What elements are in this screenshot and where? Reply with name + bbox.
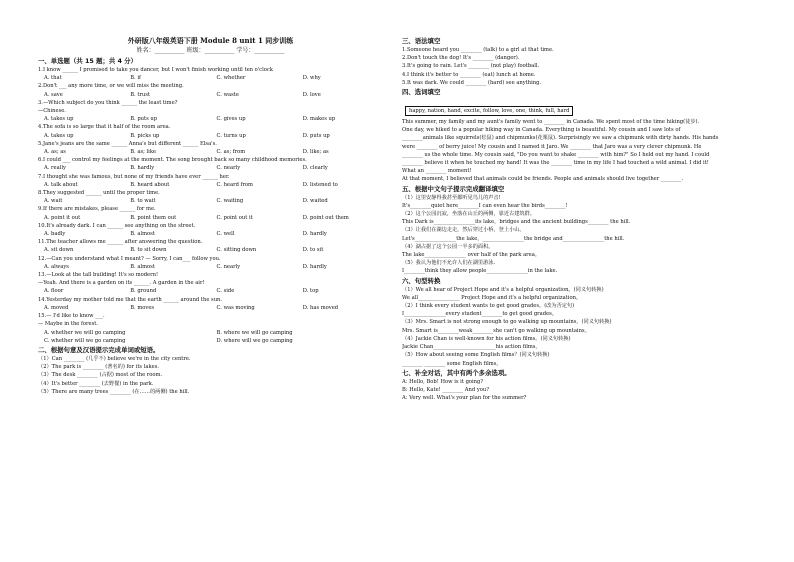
options-row [38, 304, 383, 312]
answer-option: D. why [302, 75, 321, 82]
answer-option: D. listened to [302, 181, 338, 188]
section6-line: Mrs. Smart is________weak________she can't go walking up mountains。 [402, 327, 590, 334]
answer-option: C. whether will we go camping [44, 337, 126, 344]
options-row [38, 115, 383, 123]
question-stem: 10.It's already dark. I can ______ see anything on the street. [38, 222, 196, 229]
section-2-heading: 二、根据句意及汉语提示完成单词或短语。 [38, 345, 160, 354]
section-6-heading: 六、句型转换 [402, 276, 441, 285]
section4-line: This summer, my family and my aunt's family went to ________ in Canada. We spent most of the time hiking(徒步). [402, 119, 700, 126]
answer-option: A. always [44, 263, 69, 270]
section5-line: （3）让我们在湖边走走，然后穿过小桥，登上小山。 [402, 227, 525, 234]
answer-option: A. takes up [44, 116, 74, 123]
section5-line: （1）这里安静得我甚至都听见鸟儿的声音! [402, 194, 501, 201]
section5-line: It's________quiet here________I can even hear the birds________! [402, 202, 568, 209]
question-stem: 9.If there are mistakes, please ______ for me. [38, 206, 156, 213]
answer-option: D. hardly [302, 263, 327, 270]
section5-line: I________think they allow people________________in the lake. [402, 268, 558, 275]
options-row [38, 337, 383, 345]
answer-option: A. whether we will go camping [44, 329, 126, 336]
section7-line: B: Hello, Kate! ________ And you? [402, 386, 490, 393]
answer-option: C. point out it [216, 214, 253, 221]
answer-option: C. sitting down [216, 247, 257, 254]
answer-option: B. almost [130, 231, 155, 238]
question-stem: 14.Yesterday my mother told me that the earth ______ around the sun. [38, 296, 223, 303]
section5-line: This Dark is________________its lake，bridges and the ancient buildings________ the hill. [402, 219, 631, 226]
answer-option: A. as; as [44, 149, 66, 156]
question-stem: 2.Don't ___ any more time, or we will miss the meeting. [38, 83, 184, 90]
answer-option: B. to sit down [130, 247, 167, 254]
section5-line: （4）湖占据了这个公园一半多的面积。 [402, 243, 494, 250]
section4-line: One day, we hiked to a popular hiking way in Canada. Everything is beautiful. My cousin and I saw lots of [402, 127, 681, 134]
section2-line: （4）It's better ________ (去野餐) in the park. [38, 380, 154, 387]
section3-line: 1.Someone heard you ________ (talk) to a girl at that time. [402, 47, 554, 53]
answer-option: D. where will we go camping [216, 337, 293, 344]
answer-option: A. save [44, 91, 63, 98]
answer-option: D. makes up [302, 116, 336, 123]
answer-option: C. waste [216, 91, 239, 98]
section3-line: 3.It's going to rain. Let's ________ (not play) football. [402, 63, 540, 70]
question-stem: 4.The sofa is so large that it half of the room area. [38, 124, 171, 131]
section7-line: A: Very well. What's your plan for the summer? [402, 395, 527, 402]
question-stem: 5.Jane's jeans are the same ______ Anna's but different ______ Elsa's. [38, 140, 217, 147]
answer-option: B. puts up [130, 116, 158, 123]
options-row [38, 287, 383, 295]
answer-option: A. point it out [44, 214, 81, 221]
question-stem: 7.I thought she was famous, but none of my friends have ever ______ her. [38, 173, 230, 180]
answer-option: C. side [216, 288, 235, 295]
section-1-heading: 一、单选题（共 15 题；共 4 分） [38, 57, 137, 65]
question-stem: 11.The teacher allows me ______ after answering the question. [38, 239, 203, 246]
options-row [38, 74, 383, 82]
options-row [38, 164, 383, 172]
section4-line: What an ________ moment! [402, 168, 472, 175]
section-5-lines [402, 194, 774, 276]
options-row [38, 263, 383, 271]
section4-line: At that moment, I believed that animals could be friends. People and animals should live together ________. [402, 176, 684, 183]
section2-line: （2）The park is ________ (著名的) for its lakes. [38, 364, 160, 371]
right-column [402, 36, 774, 402]
section6-line: I________________every student________to get good grades。 [402, 311, 557, 318]
answer-option: C. turns up [216, 132, 246, 139]
section-7-lines [402, 378, 774, 403]
section-3-lines [402, 46, 774, 87]
answer-option: B. if [130, 75, 141, 82]
section6-line: （2）I think every student wants to get good grades。(改为否定句) [402, 303, 575, 310]
section-6-lines [402, 286, 774, 368]
answer-option: D. puts up [302, 132, 330, 139]
section6-line: （5）How about seeing some English films？(同义句转换) [402, 352, 550, 359]
answer-option: A. takes up [44, 132, 74, 139]
options-row [38, 246, 383, 254]
answer-option: D. like; as [302, 149, 329, 156]
answer-option: D. love [302, 91, 321, 98]
page-title: 外研版八年级英语下册 Module 8 unit 1 同步训练 [127, 36, 294, 45]
answer-option: A. really [44, 165, 66, 172]
answer-option: C. well [216, 231, 235, 238]
question-stem: 12.—Can you understand what I meant? — Sorry, I can___ follow you. [38, 255, 221, 262]
question-extra-line: —Yeah. And there is a garden on its ______. A garden in the air! [38, 280, 205, 287]
left-column [38, 36, 383, 396]
options-row [38, 197, 383, 205]
answer-option: A. that [44, 75, 62, 82]
section3-line: 5.It was dark. We could ________ (hard) see anything. [402, 79, 542, 86]
answer-option: C. heard from [216, 181, 253, 188]
answer-option: A. sit down [44, 247, 74, 254]
section-2-lines [38, 355, 383, 396]
section6-line: ________ ________ some English films。 [402, 360, 502, 367]
question-stem: 6.I could ___ control my feelings at the moment. The song brought back so many childhood memories. [38, 157, 307, 164]
section2-line: （3）The desk ________ (占据) most of the room. [38, 372, 163, 379]
answer-option: C. nearly [216, 165, 241, 172]
answer-option: C. as; from [216, 149, 246, 156]
answer-option: D. top [302, 288, 319, 295]
section4-line: ________animals like squirrels(松鼠) and chipmunks(花栗鼠). Surprisingly we saw a chipmunk with dirty hands. His hands [402, 135, 719, 142]
options-row [38, 148, 383, 156]
section-1-questions [38, 66, 383, 345]
question-extra-line: —Chinese. [38, 108, 66, 115]
question-stem: 8.They suggested ______ until the proper time. [38, 190, 160, 197]
question-stem: 13.—Look at the tall building! It's so modern! [38, 272, 159, 279]
answer-option: C. nearly [216, 263, 241, 270]
answer-option: D. to sit [302, 247, 324, 254]
answer-option: B. trust [130, 91, 151, 98]
section3-line: 2.Don't touch the dog! It's ________ (danger). [402, 55, 520, 62]
answer-option: C. was moving [216, 304, 255, 311]
section-7-heading: 七、补全对话，其中有两个多余选项。 [402, 368, 511, 377]
answer-option: B. where we will go camping [216, 329, 293, 336]
options-row [38, 91, 383, 99]
section5-line: Let's________________the lake，________________the bridge and________________the hill. [402, 235, 625, 242]
answer-option: D. point out them [302, 214, 349, 221]
question-stem: 3.—Which subject do you think ______ the least time? [38, 99, 178, 106]
answer-option: C. gives up [216, 116, 246, 123]
section2-line: （1）Can ________ (几乎不) believe we're in the city centre. [38, 355, 191, 362]
answer-option: B. to wait [130, 198, 156, 205]
section5-line: （2）这个公园沉寂，坐落在山丘的两侧，靠近古建筑群。 [402, 211, 535, 218]
section-5-heading: 五、根据中文句子提示完成翻译填空 [402, 184, 505, 193]
answer-option: B. ground [130, 288, 157, 295]
answer-option: A. wait [44, 198, 63, 205]
answer-option: D. has moved [302, 304, 339, 311]
section4-line: were ________ of berry juice! My cousin and I named it Jaro. We ________ that Jaro was a very clever chipmunk. He [402, 143, 702, 150]
word-bank-box: happy, nation, hand, excite, follow, love, one, think, full, hard [405, 106, 573, 116]
options-row [38, 329, 383, 337]
section6-line: （1）We all hear of Project Hope and it's a helpful organization。(同义句转换) [402, 286, 604, 293]
answer-option: A. badly [44, 231, 66, 238]
question-stem: 1.I know ______ I promised to take you dancer, but I won't finish working until ten o'clock [38, 67, 273, 73]
section5-line: The lake________________ over half of the park area。 [402, 252, 540, 259]
answer-option: B. hardly [130, 165, 155, 172]
section2-line: （5）There are many trees ________ (在……的两侧) the hill. [38, 388, 190, 395]
section-4-heading: 四、选词填空 [402, 88, 441, 97]
options-row [38, 230, 383, 238]
section5-line: （5）我认为他们不允许人们在湖里游泳. [402, 260, 496, 267]
answer-option: B. moves [130, 304, 155, 311]
options-row [38, 132, 383, 140]
student-info-line: 姓名：__________ 班级：__________ 学号：__________ [136, 47, 285, 54]
answer-option: B. heard about [130, 181, 170, 188]
section4-line: ________ us the whole time. My cousin said, "Do you want to shake ________ with him?" So I held out my hand. I could [402, 151, 710, 158]
answer-option: A. moved [44, 304, 69, 311]
answer-option: B. picks up [130, 132, 160, 139]
section7-line: A: Hello, Bob! How is it going? [402, 378, 484, 385]
section-3-heading: 三、语法填空 [402, 37, 441, 45]
question-stem: 15.— I'd like to know ___. [38, 313, 105, 320]
section4-line: ________ believe it when he touched my hand! It was the ________ time in my life I had touched a wild animal. I did it! [402, 160, 709, 167]
question-extra-line: — Maybe in the forest. [38, 321, 98, 328]
answer-option: B. point them out [130, 214, 177, 221]
section3-line: 4.I think it's better to ________ (eat) lunch at home. [402, 71, 536, 78]
answer-option: A. floor [44, 288, 64, 295]
section6-line: （3）Mrs. Smart is not strong enough to go walking up mountains。(同义句转换) [402, 319, 612, 326]
answer-option: D. hardly [302, 231, 327, 238]
options-row [38, 214, 383, 222]
answer-option: B. almost [130, 263, 155, 270]
answer-option: B. as; like [130, 149, 157, 156]
answer-option: D. waited [302, 198, 328, 205]
section6-line: We all________________ Project Hope and it's a helpful organization。 [402, 294, 582, 301]
section6-line: （4）Jackie Chan is well-known for his action films。(同义句转换) [402, 335, 571, 342]
options-row [38, 181, 383, 189]
answer-option: D. clearly [302, 165, 328, 172]
answer-option: A. talk about [44, 181, 78, 188]
section-4-passage [402, 118, 774, 184]
answer-option: C. waiting [216, 198, 244, 205]
answer-option: C. whether [216, 75, 246, 82]
section6-line: Jackie Chan________________________his action films。 [402, 344, 541, 351]
